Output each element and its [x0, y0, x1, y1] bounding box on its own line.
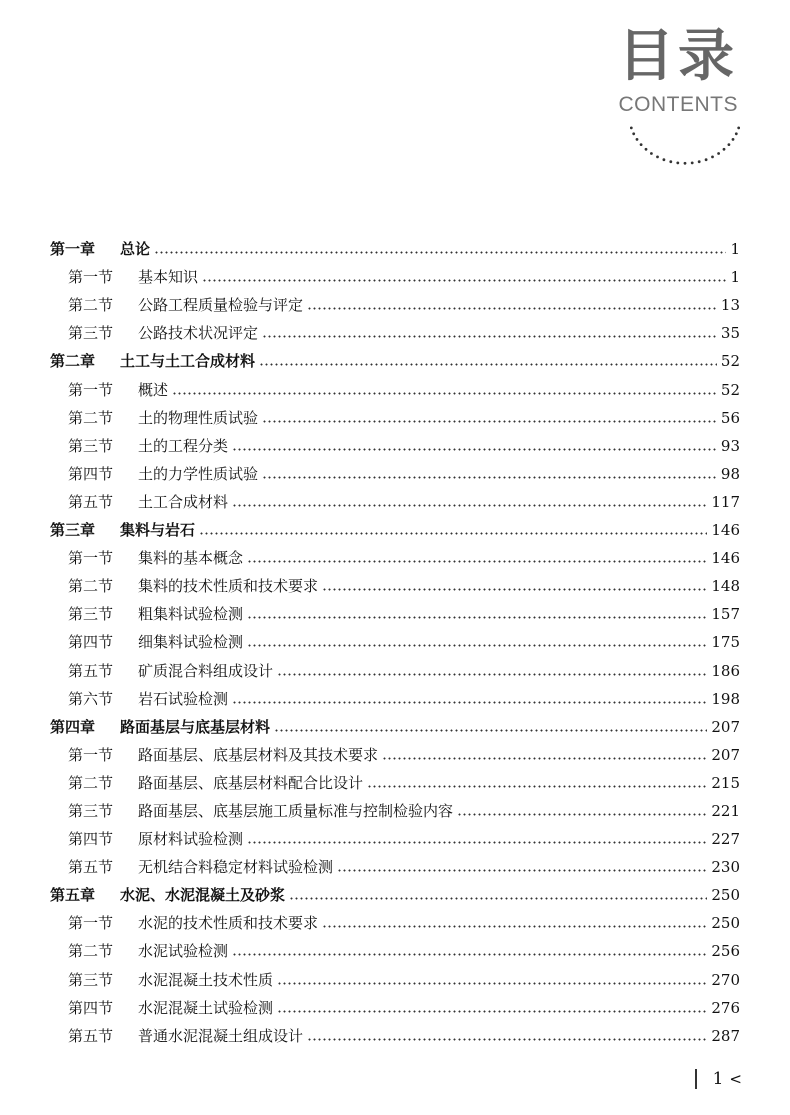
- dot-leader: [277, 1010, 707, 1013]
- arc-dot: [650, 152, 653, 155]
- toc-entry-title: 普通水泥混凝土组成设计: [138, 1026, 304, 1045]
- toc-entry-title: 水泥试验检测: [138, 942, 229, 961]
- arc-dot: [737, 127, 740, 130]
- dot-leader: [202, 279, 726, 282]
- toc-section-row[interactable]: [50, 795, 740, 823]
- toc-entry-title: 粗集料试验检测: [138, 605, 244, 624]
- toc-entry-title: 路面基层、底基层材料配合比设计: [138, 773, 364, 792]
- toc-section-row[interactable]: [50, 373, 740, 401]
- toc-entry-page: 175: [711, 633, 740, 652]
- dot-leader: [322, 925, 707, 928]
- toc-entry-label: [68, 408, 258, 428]
- toc-entry-number: 第三节: [68, 436, 114, 455]
- toc-entry-page: 250: [711, 886, 740, 905]
- arc-dot: [698, 160, 701, 163]
- arc-dot: [723, 148, 726, 151]
- toc-entry-title: 水泥的技术性质和技术要求: [138, 914, 319, 933]
- dot-leader: [247, 644, 707, 647]
- footer-divider: [695, 1069, 697, 1089]
- dot-leader: [172, 392, 717, 395]
- toc-entry-title: 集料的技术性质和技术要求: [138, 577, 319, 596]
- arc-dot: [732, 138, 735, 141]
- toc-entry-page: 52: [720, 352, 740, 371]
- toc-entry-title: 路面基层与底基层材料: [120, 717, 271, 736]
- toc-entry-label: [68, 970, 273, 990]
- toc-entry-title: 概述: [138, 380, 169, 399]
- toc-chapter-row[interactable]: [50, 879, 740, 907]
- toc-entry-page: 198: [711, 689, 740, 708]
- toc-entry-number: 第四节: [68, 464, 114, 483]
- toc-section-row[interactable]: [50, 486, 740, 514]
- toc-entry-title: 原材料试验检测: [138, 830, 244, 849]
- toc-section-row[interactable]: [50, 767, 740, 795]
- toc-entry-page: 157: [711, 605, 740, 624]
- toc-entry-label: [50, 520, 195, 540]
- dot-leader: [277, 673, 707, 676]
- dot-leader: [232, 953, 707, 956]
- dot-leader: [259, 363, 717, 366]
- toc-entry-title: 细集料试验检测: [138, 633, 244, 652]
- toc-entry-label: [50, 239, 150, 259]
- toc-entry-label: [68, 380, 168, 400]
- toc-entry-title: 集料与岩石: [120, 521, 196, 540]
- toc-entry-page: 52: [720, 380, 740, 399]
- page-footer: [695, 1069, 742, 1089]
- page-title: 目录: [618, 24, 738, 89]
- dot-leader: [274, 729, 707, 732]
- toc-section-row[interactable]: [50, 289, 740, 317]
- toc-entry-title: 岩石试验检测: [138, 689, 229, 708]
- toc-section-row[interactable]: [50, 542, 740, 570]
- toc-entry-page: 117: [711, 492, 740, 511]
- arc-dot: [691, 162, 694, 165]
- dot-leader: [277, 982, 707, 985]
- toc-entry-number: 第三节: [68, 801, 114, 820]
- table-of-contents: [50, 233, 740, 1048]
- arc-dot: [735, 132, 738, 135]
- toc-entry-page: 148: [711, 577, 740, 596]
- toc-entry-number: 第六节: [68, 689, 114, 708]
- dot-leader: [307, 307, 717, 310]
- toc-entry-label: [68, 998, 273, 1018]
- toc-section-row[interactable]: [50, 907, 740, 935]
- toc-section-row[interactable]: [50, 430, 740, 458]
- arc-dot: [636, 138, 639, 141]
- toc-entry-number: 第五章: [50, 886, 96, 905]
- toc-entry-label: [68, 295, 303, 315]
- toc-entry-page: 221: [711, 801, 740, 820]
- toc-entry-label: [68, 857, 333, 877]
- dot-leader: [307, 1038, 707, 1041]
- toc-entry-page: 1: [730, 268, 740, 287]
- toc-entry-label: [50, 885, 285, 905]
- toc-entry-label: [68, 548, 243, 568]
- toc-entry-label: [68, 1026, 303, 1046]
- toc-section-row[interactable]: [50, 823, 740, 851]
- toc-chapter-row[interactable]: [50, 514, 740, 542]
- toc-entry-number: 第一节: [68, 380, 114, 399]
- toc-section-row[interactable]: [50, 992, 740, 1020]
- toc-entry-title: 公路工程质量检验与评定: [138, 296, 304, 315]
- toc-entry-label: [68, 604, 243, 624]
- toc-entry-page: 98: [720, 464, 740, 483]
- chevron-left-icon: <: [729, 1070, 742, 1088]
- toc-entry-page: 287: [711, 1026, 740, 1045]
- toc-entry-number: 第一章: [50, 240, 96, 259]
- toc-entry-title: 土工合成材料: [138, 492, 229, 511]
- toc-entry-number: 第一节: [68, 914, 114, 933]
- dot-leader: [337, 869, 707, 872]
- toc-entry-number: 第二节: [68, 942, 114, 961]
- toc-section-row[interactable]: [50, 654, 740, 682]
- toc-chapter-row[interactable]: [50, 711, 740, 739]
- toc-entry-page: 13: [720, 296, 740, 315]
- toc-section-row[interactable]: [50, 570, 740, 598]
- toc-entry-label: [68, 941, 228, 961]
- toc-entry-label: [68, 689, 228, 709]
- arc-dot: [705, 158, 708, 161]
- toc-entry-title: 集料的基本概念: [138, 549, 244, 568]
- toc-entry-label: [50, 351, 255, 371]
- dot-leader: [247, 841, 707, 844]
- dot-leader: [232, 448, 717, 451]
- toc-entry-page: 146: [711, 521, 740, 540]
- dotted-arc-decoration: [630, 122, 740, 174]
- toc-chapter-row[interactable]: [50, 345, 740, 373]
- dot-leader: [289, 897, 707, 900]
- toc-entry-number: 第四节: [68, 830, 114, 849]
- arc-dot: [676, 162, 679, 165]
- arc-dot: [640, 143, 643, 146]
- toc-entry-page: 276: [711, 998, 740, 1017]
- toc-section-row[interactable]: [50, 739, 740, 767]
- toc-entry-number: 第一节: [68, 745, 114, 764]
- toc-entry-title: 土的物理性质试验: [138, 408, 259, 427]
- toc-entry-page: 250: [711, 914, 740, 933]
- dot-leader: [382, 757, 707, 760]
- dot-leader: [367, 785, 707, 788]
- toc-entry-title: 路面基层、底基层施工质量标准与控制检验内容: [138, 801, 454, 820]
- toc-entry-page: 207: [711, 717, 740, 736]
- toc-entry-page: 227: [711, 830, 740, 849]
- page-subtitle: CONTENTS: [618, 93, 738, 116]
- toc-entry-label: [68, 576, 318, 596]
- toc-entry-label: [68, 913, 318, 933]
- toc-entry-number: 第二节: [68, 773, 114, 792]
- arc-dot: [632, 132, 635, 135]
- toc-entry-label: [50, 717, 270, 737]
- toc-section-row[interactable]: [50, 1020, 740, 1048]
- toc-entry-page: 93: [720, 436, 740, 455]
- toc-entry-number: 第五节: [68, 661, 114, 680]
- toc-entry-number: 第二节: [68, 577, 114, 596]
- toc-entry-page: 56: [720, 408, 740, 427]
- toc-entry-title: 总论: [120, 240, 151, 259]
- toc-entry-number: 第二章: [50, 352, 96, 371]
- toc-section-row[interactable]: [50, 261, 740, 289]
- toc-entry-number: 第二节: [68, 408, 114, 427]
- toc-entry-page: 1: [730, 240, 740, 259]
- toc-entry-number: 第三章: [50, 521, 96, 540]
- arc-dot: [728, 143, 731, 146]
- dot-leader: [247, 560, 707, 563]
- toc-entry-number: 第四节: [68, 998, 114, 1017]
- page-header: [618, 22, 738, 118]
- toc-entry-label: [68, 773, 363, 793]
- toc-section-row[interactable]: [50, 851, 740, 879]
- toc-entry-title: 矿质混合料组成设计: [138, 661, 274, 680]
- toc-entry-label: [68, 829, 243, 849]
- arc-dot: [684, 162, 687, 165]
- toc-entry-label: [68, 323, 258, 343]
- toc-entry-title: 土工与土工合成材料: [120, 352, 256, 371]
- arc-dot: [656, 156, 659, 159]
- toc-entry-page: 207: [711, 745, 740, 764]
- toc-section-row[interactable]: [50, 626, 740, 654]
- toc-section-row[interactable]: [50, 963, 740, 991]
- toc-entry-number: 第三节: [68, 970, 114, 989]
- toc-entry-page: 215: [711, 773, 740, 792]
- toc-entry-page: 230: [711, 858, 740, 877]
- toc-entry-page: 270: [711, 970, 740, 989]
- toc-entry-number: 第五节: [68, 1026, 114, 1045]
- toc-entry-label: [68, 436, 228, 456]
- toc-entry-page: 146: [711, 549, 740, 568]
- toc-entry-label: [68, 464, 258, 484]
- dot-leader: [322, 588, 707, 591]
- arc-dot: [630, 127, 633, 130]
- arc-dot: [663, 158, 666, 161]
- toc-entry-number: 第五节: [68, 492, 114, 511]
- toc-section-row[interactable]: [50, 317, 740, 345]
- toc-entry-number: 第一节: [68, 549, 114, 568]
- toc-entry-title: 基本知识: [138, 268, 199, 287]
- toc-section-row[interactable]: [50, 598, 740, 626]
- toc-entry-title: 土的工程分类: [138, 436, 229, 455]
- toc-entry-page: 35: [720, 324, 740, 343]
- dot-leader: [262, 420, 717, 423]
- toc-entry-page: 186: [711, 661, 740, 680]
- toc-entry-label: [68, 801, 453, 821]
- dot-leader: [457, 813, 707, 816]
- toc-chapter-row[interactable]: [50, 233, 740, 261]
- toc-entry-number: 第五节: [68, 858, 114, 877]
- arc-dot: [711, 156, 714, 159]
- toc-entry-page: 256: [711, 942, 740, 961]
- toc-entry-label: [68, 267, 198, 287]
- dot-leader: [262, 476, 717, 479]
- toc-entry-label: [68, 661, 273, 681]
- toc-entry-label: [68, 745, 378, 765]
- toc-entry-title: 土的力学性质试验: [138, 464, 259, 483]
- toc-entry-title: 无机结合料稳定材料试验检测: [138, 858, 334, 877]
- toc-section-row[interactable]: [50, 458, 740, 486]
- dot-leader: [154, 251, 726, 254]
- toc-entry-number: 第一节: [68, 268, 114, 287]
- toc-section-row[interactable]: [50, 402, 740, 430]
- dot-leader: [232, 504, 707, 507]
- footer-page-number: 1: [712, 1069, 724, 1089]
- toc-entry-label: [68, 632, 243, 652]
- toc-section-row[interactable]: [50, 935, 740, 963]
- arc-dot: [669, 160, 672, 163]
- toc-entry-number: 第二节: [68, 296, 114, 315]
- arc-dot: [645, 148, 648, 151]
- toc-section-row[interactable]: [50, 683, 740, 711]
- toc-entry-number: 第四章: [50, 717, 96, 736]
- toc-entry-title: 水泥、水泥混凝土及砂浆: [120, 886, 286, 905]
- dot-leader: [232, 701, 707, 704]
- toc-entry-number: 第三节: [68, 324, 114, 343]
- toc-entry-title: 水泥混凝土试验检测: [138, 998, 274, 1017]
- toc-entry-number: 第三节: [68, 605, 114, 624]
- dot-leader: [262, 335, 717, 338]
- toc-entry-title: 路面基层、底基层材料及其技术要求: [138, 745, 379, 764]
- toc-entry-title: 水泥混凝土技术性质: [138, 970, 274, 989]
- toc-entry-number: 第四节: [68, 633, 114, 652]
- toc-entry-label: [68, 492, 228, 512]
- arc-dot: [717, 152, 720, 155]
- dot-leader: [199, 532, 707, 535]
- dot-leader: [247, 616, 707, 619]
- toc-entry-title: 公路技术状况评定: [138, 324, 259, 343]
